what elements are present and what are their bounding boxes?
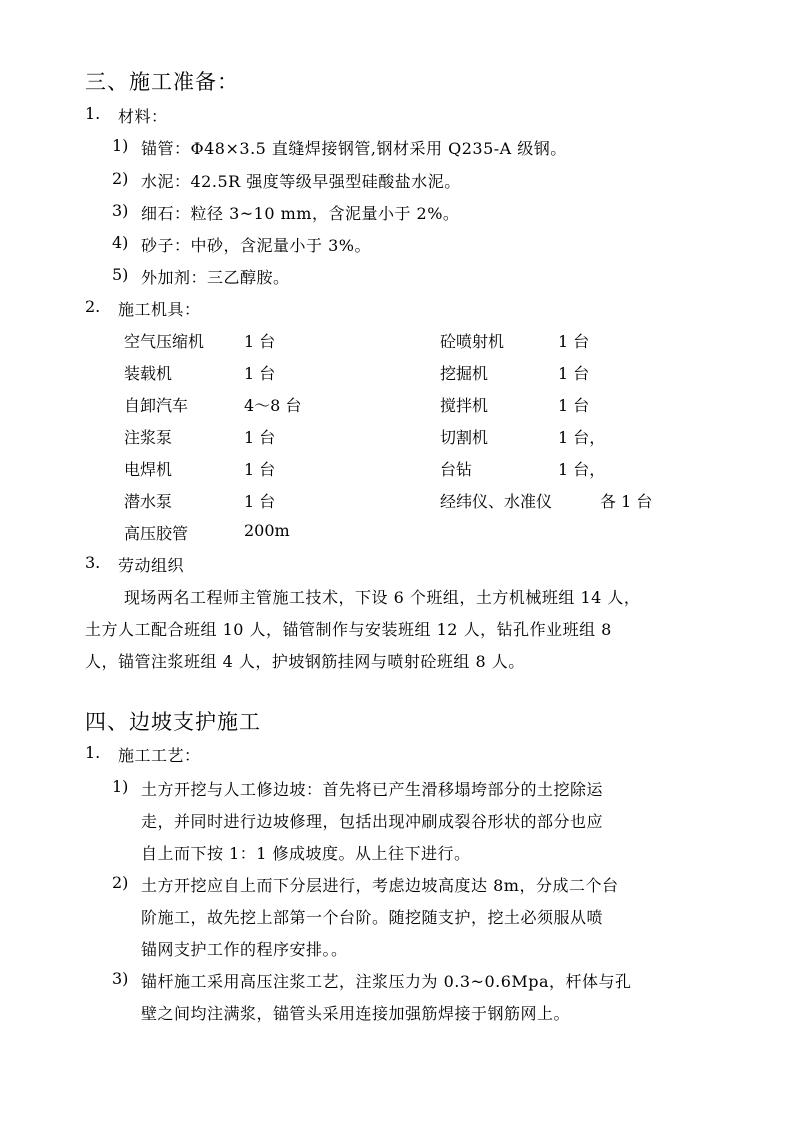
process-number: 1. bbox=[85, 743, 101, 762]
machines-number: 2. bbox=[85, 297, 101, 316]
material-item-text: 锚管：Φ48×3.5 直缝焊接钢管,钢材采用 Q235-A 级钢。 bbox=[141, 139, 567, 158]
machine-name: 潜水泵 bbox=[124, 492, 173, 511]
machine-name: 自卸汽车 bbox=[124, 396, 189, 415]
machine-name: 装载机 bbox=[124, 364, 173, 383]
machine-qty: 1 台， bbox=[558, 460, 606, 479]
labor-paragraph-line: 人，锚管注浆班组 4 人，护坡钢筋挂网与喷射砼班组 8 人。 bbox=[85, 652, 525, 671]
process-item-line: 锚网支护工作的程序安排。。 bbox=[141, 940, 348, 959]
machine-name: 挖掘机 bbox=[440, 364, 489, 383]
process-item-number: 3) bbox=[112, 969, 129, 988]
material-item-text: 外加剂：三乙醇胺。 bbox=[141, 268, 290, 287]
materials-number: 1. bbox=[85, 104, 101, 123]
labor-paragraph-line: 土方人工配合班组 10 人，锚管制作与安装班组 12 人，钻孔作业班组 8 bbox=[85, 620, 612, 639]
process-item-line: 土方开挖应自上而下分层进行，考虑边坡高度达 8m，分成二个台 bbox=[141, 876, 619, 895]
process-label: 施工工艺： bbox=[118, 746, 201, 765]
machine-qty: 1 台 bbox=[558, 396, 590, 415]
material-item-number: 2) bbox=[112, 169, 129, 188]
machine-qty: 4～8 台 bbox=[244, 396, 302, 415]
machine-name: 高压胶管 bbox=[124, 524, 189, 543]
material-item-text: 细石：粒径 3~10 mm，含泥量小于 2%。 bbox=[141, 204, 460, 223]
machine-name: 台钻 bbox=[440, 460, 473, 479]
labor-label: 劳动组织 bbox=[118, 556, 185, 575]
machine-qty: 1 台 bbox=[244, 492, 276, 511]
process-item-number: 1) bbox=[112, 777, 129, 796]
machine-name: 电焊机 bbox=[124, 460, 173, 479]
machine-name: 切割机 bbox=[440, 428, 489, 447]
material-item-number: 5) bbox=[112, 265, 129, 284]
process-item-line: 阶施工，故先挖上部第一个台阶。随挖随支护，挖土必须服从喷 bbox=[141, 908, 604, 927]
machine-name: 砼喷射机 bbox=[440, 332, 505, 351]
machine-qty: 各 1 台 bbox=[600, 492, 653, 511]
material-item-text: 砂子：中砂，含泥量小于 3%。 bbox=[141, 236, 371, 255]
labor-paragraph-line: 现场两名工程师主管施工技术，下设 6 个班组，土方机械班组 14 人， bbox=[124, 588, 641, 607]
section-4-title: 四、边坡支护施工 bbox=[85, 710, 261, 734]
material-item-text: 水泥：42.5R 强度等级早强型硅酸盐水泥。 bbox=[141, 172, 461, 191]
machines-label: 施工机具： bbox=[118, 300, 201, 319]
machine-name: 经纬仪、水准仪 bbox=[440, 492, 553, 511]
process-item-number: 2) bbox=[112, 873, 129, 892]
material-item-number: 1) bbox=[112, 136, 129, 155]
machine-name: 搅拌机 bbox=[440, 396, 489, 415]
process-item-line: 土方开挖与人工修边坡：首先将已产生滑移塌垮部分的土挖除运 bbox=[141, 780, 604, 799]
materials-label: 材料： bbox=[118, 107, 168, 126]
process-item-line: 锚杆施工采用高压注浆工艺，注浆压力为 0.3~0.6Mpa，杆体与孔 bbox=[141, 972, 632, 991]
material-item-number: 3) bbox=[112, 201, 129, 220]
machine-qty: 1 台 bbox=[558, 332, 590, 351]
process-item-line: 自上而下按 1：1 修成坡度。从上往下进行。 bbox=[141, 844, 471, 863]
machine-name: 空气压缩机 bbox=[124, 332, 205, 351]
material-item-number: 4) bbox=[112, 233, 129, 252]
machine-qty: 1 台 bbox=[244, 460, 276, 479]
machine-name: 注浆泵 bbox=[124, 428, 173, 447]
section-3-title: 三、施工准备： bbox=[85, 70, 239, 94]
labor-number: 3. bbox=[85, 553, 101, 572]
machine-qty: 1 台 bbox=[558, 364, 590, 383]
machine-qty: 1 台 bbox=[244, 332, 276, 351]
process-item-line: 走，并同时进行边坡修理，包括出现冲刷成裂谷形状的部分也应 bbox=[141, 812, 604, 831]
machine-qty: 1 台 bbox=[244, 428, 276, 447]
machine-qty: 1 台 bbox=[244, 364, 276, 383]
process-item-line: 壁之间均注满浆，锚管头采用连接加强筋焊接于钢筋网上。 bbox=[141, 1004, 571, 1023]
machine-qty: 200m bbox=[244, 521, 290, 540]
machine-qty: 1 台， bbox=[558, 428, 606, 447]
